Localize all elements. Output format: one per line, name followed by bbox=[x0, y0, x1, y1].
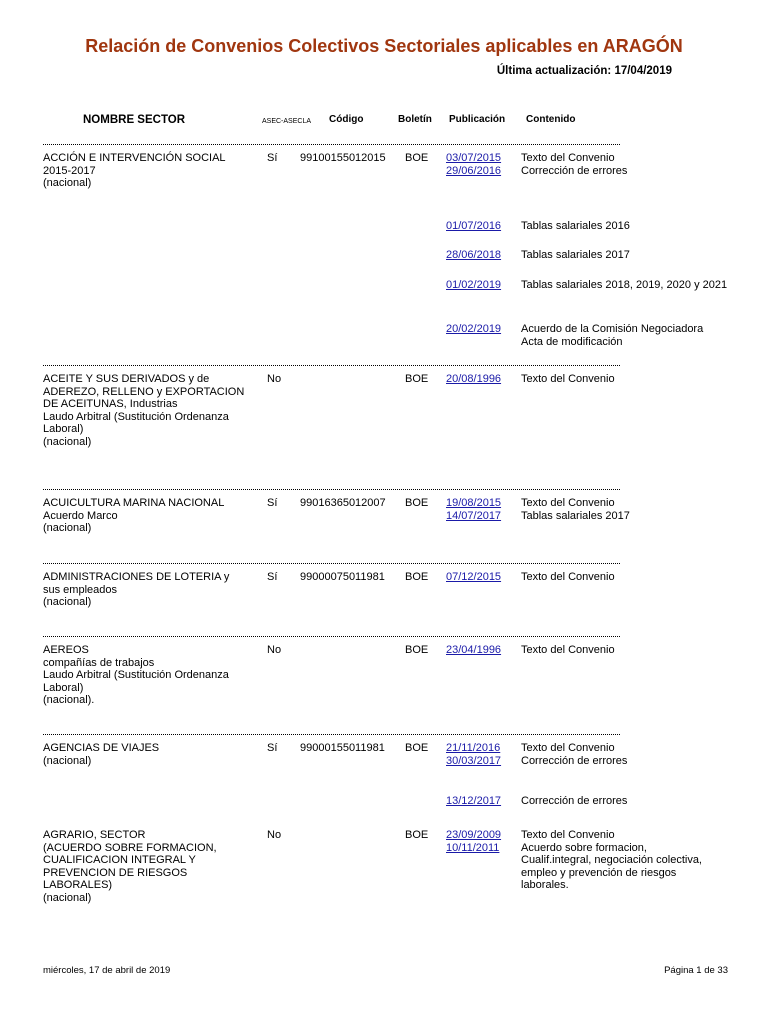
publication-date-link[interactable]: 23/09/2009 bbox=[446, 829, 502, 841]
content-item: Corrección de errores bbox=[521, 754, 628, 767]
content-list bbox=[521, 220, 731, 233]
content-list bbox=[521, 279, 731, 292]
publication-date-link[interactable]: 01/02/2019 bbox=[446, 279, 502, 291]
footer-page: Página 1 de 33 bbox=[664, 965, 728, 976]
divider bbox=[43, 734, 620, 735]
asec-value: No bbox=[267, 373, 282, 385]
publication-date-link[interactable]: 29/06/2016 bbox=[446, 164, 502, 177]
publication-date-link[interactable]: 20/02/2019 bbox=[446, 323, 502, 335]
content-item: Texto del Convenio bbox=[521, 742, 615, 754]
sector-name: ACUICULTURA MARINA NACIONAL Acuerdo Marco (nacional) bbox=[43, 497, 225, 534]
bulletin-value: BOE bbox=[405, 644, 429, 656]
content-item: Tablas salariales 2018, 2019, 2020 y 2021 bbox=[521, 279, 728, 291]
publication-links bbox=[446, 373, 516, 386]
sector-name: AGRARIO, SECTOR (ACUERDO SOBRE FORMACION, CUALIFICACION INTEGRAL Y PREVENCION DE RIESGOS LABORALES) (nacional) bbox=[43, 829, 217, 904]
publication-links bbox=[446, 571, 516, 584]
publication-date-link[interactable]: 19/08/2015 bbox=[446, 497, 502, 509]
last-updated: Última actualización: 17/04/2019 bbox=[496, 65, 672, 77]
asec-value: No bbox=[267, 829, 282, 841]
bulletin-value: BOE bbox=[405, 571, 429, 583]
content-list bbox=[521, 323, 731, 348]
content-list bbox=[521, 742, 731, 767]
content-item: Tablas salariales 2017 bbox=[521, 249, 630, 261]
publication-date-link[interactable]: 20/08/1996 bbox=[446, 373, 502, 385]
sector-name: ACCIÓN E INTERVENCIÓN SOCIAL 2015-2017 (nacional) bbox=[43, 152, 226, 189]
content-list bbox=[521, 497, 731, 522]
content-list bbox=[521, 571, 731, 584]
content-item: Acuerdo sobre formacion, Cualif.integral, negociación colectiva, empleo y prevención de riesgos laborales. bbox=[521, 841, 702, 891]
content-item: Acta de modificación bbox=[521, 335, 623, 348]
content-list bbox=[521, 249, 731, 262]
content-item: Texto del Convenio bbox=[521, 644, 615, 656]
page-title: Relación de Convenios Colectivos Sectoriales aplicables en ARAGÓN bbox=[85, 36, 683, 56]
col-header-name: NOMBRE SECTOR bbox=[83, 114, 186, 126]
asec-value: Sí bbox=[267, 571, 278, 583]
divider bbox=[43, 489, 620, 490]
col-header-code: Código bbox=[329, 114, 364, 125]
asec-value: No bbox=[267, 644, 282, 656]
publication-links bbox=[446, 497, 516, 522]
asec-value: Sí bbox=[267, 497, 278, 509]
publication-date-link[interactable]: 10/11/2011 bbox=[446, 841, 500, 854]
code-value: 99016365012007 bbox=[300, 497, 386, 509]
sector-name: ACEITE Y SUS DERIVADOS y de ADEREZO, RELLENO y EXPORTACION DE ACEITUNAS, Industrias Laudo Arbitral (Sustitución Ordenanza Laboral) (nacional) bbox=[43, 373, 245, 448]
bulletin-value: BOE bbox=[405, 373, 429, 385]
publication-date-link[interactable]: 07/12/2015 bbox=[446, 571, 502, 583]
content-item: Tablas salariales 2017 bbox=[521, 509, 630, 522]
publication-links bbox=[446, 323, 516, 336]
content-item: Tablas salariales 2016 bbox=[521, 220, 630, 232]
code-value: 99000075011981 bbox=[300, 571, 385, 583]
publication-date-link[interactable]: 03/07/2015 bbox=[446, 152, 502, 164]
asec-value: Sí bbox=[267, 742, 278, 754]
bulletin-value: BOE bbox=[405, 742, 429, 754]
publication-date-link[interactable]: 28/06/2018 bbox=[446, 249, 502, 261]
content-item: Texto del Convenio bbox=[521, 571, 615, 583]
content-item: Acuerdo de la Comisión Negociadora bbox=[521, 323, 704, 335]
col-header-asec: ASEC-ASECLA bbox=[262, 118, 312, 125]
footer-date: miércoles, 17 de abril de 2019 bbox=[43, 965, 171, 976]
content-list bbox=[521, 795, 731, 808]
divider bbox=[43, 636, 620, 637]
sector-name: ADMINISTRACIONES DE LOTERIA y sus empleados (nacional) bbox=[43, 571, 230, 608]
publication-links bbox=[446, 742, 516, 767]
asec-value: Sí bbox=[267, 152, 278, 164]
publication-links bbox=[446, 829, 516, 854]
publication-links bbox=[446, 279, 516, 292]
publication-date-link[interactable]: 30/03/2017 bbox=[446, 754, 502, 767]
col-header-bulletin: Boletín bbox=[398, 114, 432, 125]
content-list bbox=[521, 373, 731, 386]
divider bbox=[43, 365, 620, 366]
publication-date-link[interactable]: 23/04/1996 bbox=[446, 644, 502, 656]
publication-links bbox=[446, 795, 516, 808]
content-list bbox=[521, 644, 731, 657]
content-item: Corrección de errores bbox=[521, 164, 628, 177]
publication-links bbox=[446, 152, 516, 177]
publication-links bbox=[446, 220, 516, 233]
divider bbox=[43, 563, 620, 564]
bulletin-value: BOE bbox=[405, 829, 429, 841]
publication-date-link[interactable]: 21/11/2016 bbox=[446, 742, 501, 754]
content-item: Texto del Convenio bbox=[521, 829, 615, 841]
publication-date-link[interactable]: 13/12/2017 bbox=[446, 795, 502, 807]
sector-name: AGENCIAS DE VIAJES (nacional) bbox=[43, 742, 160, 767]
publication-date-link[interactable]: 01/07/2016 bbox=[446, 220, 502, 232]
content-list bbox=[521, 829, 731, 892]
col-header-content: Contenido bbox=[526, 114, 576, 125]
content-item: Texto del Convenio bbox=[521, 373, 615, 385]
publication-links bbox=[446, 644, 516, 657]
col-header-publication: Publicación bbox=[449, 114, 506, 125]
bulletin-value: BOE bbox=[405, 497, 429, 509]
content-item: Texto del Convenio bbox=[521, 152, 615, 164]
publication-links bbox=[446, 249, 516, 262]
content-item: Corrección de errores bbox=[521, 795, 628, 807]
content-list bbox=[521, 152, 731, 177]
sector-name: AEREOS compañías de trabajos Laudo Arbitral (Sustitución Ordenanza Laboral) (nacional). bbox=[43, 644, 229, 706]
divider bbox=[43, 144, 620, 145]
code-value: 99000155011981 bbox=[300, 742, 385, 754]
code-value: 99100155012015 bbox=[300, 152, 386, 164]
bulletin-value: BOE bbox=[405, 152, 429, 164]
content-item: Texto del Convenio bbox=[521, 497, 615, 509]
publication-date-link[interactable]: 14/07/2017 bbox=[446, 509, 502, 522]
